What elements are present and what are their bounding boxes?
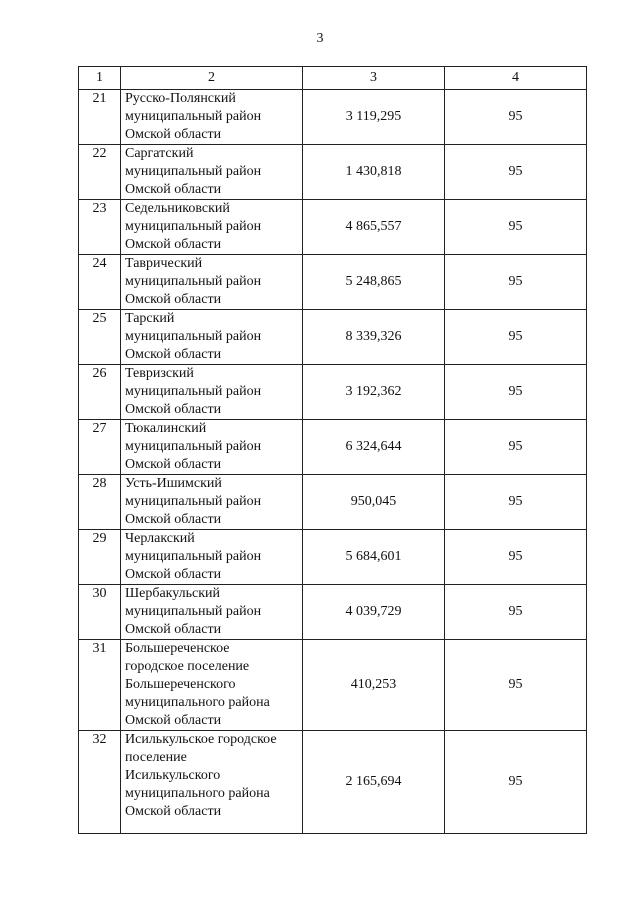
row-number: 22 bbox=[79, 145, 121, 200]
amount-value: 8 339,326 bbox=[303, 310, 445, 365]
row-number: 26 bbox=[79, 365, 121, 420]
percent-value: 95 bbox=[445, 731, 587, 834]
amount-value: 1 430,818 bbox=[303, 145, 445, 200]
table-row bbox=[79, 255, 587, 310]
municipality-name: Тюкалинский муниципальный район Омской области bbox=[121, 420, 303, 475]
column-header-4: 4 bbox=[445, 67, 587, 90]
row-number: 25 bbox=[79, 310, 121, 365]
column-header-1: 1 bbox=[79, 67, 121, 90]
column-header-2: 2 bbox=[121, 67, 303, 90]
municipality-name: Черлакский муниципальный район Омской области bbox=[121, 530, 303, 585]
amount-value: 950,045 bbox=[303, 475, 445, 530]
amount-value: 2 165,694 bbox=[303, 731, 445, 834]
table-row bbox=[79, 530, 587, 585]
municipality-name: Тарский муниципальный район Омской области bbox=[121, 310, 303, 365]
amount-value: 410,253 bbox=[303, 640, 445, 731]
table-row bbox=[79, 365, 587, 420]
amount-value: 5 684,601 bbox=[303, 530, 445, 585]
row-number: 24 bbox=[79, 255, 121, 310]
table-row bbox=[79, 640, 587, 731]
municipality-name: Русско-Полянский муниципальный район Омской области bbox=[121, 90, 303, 145]
percent-value: 95 bbox=[445, 200, 587, 255]
amount-value: 4 865,557 bbox=[303, 200, 445, 255]
municipality-name: Шербакульский муниципальный район Омской области bbox=[121, 585, 303, 640]
amount-value: 6 324,644 bbox=[303, 420, 445, 475]
table-header-row bbox=[79, 67, 587, 90]
table-row bbox=[79, 310, 587, 365]
percent-value: 95 bbox=[445, 640, 587, 731]
table-row bbox=[79, 200, 587, 255]
percent-value: 95 bbox=[445, 475, 587, 530]
amount-value: 4 039,729 bbox=[303, 585, 445, 640]
allocation-table bbox=[78, 66, 587, 834]
table-row bbox=[79, 475, 587, 530]
row-number: 30 bbox=[79, 585, 121, 640]
percent-value: 95 bbox=[445, 255, 587, 310]
row-number: 28 bbox=[79, 475, 121, 530]
municipality-name: Большереченское городское поселение Большереченского муниципального района Омской области bbox=[121, 640, 303, 731]
municipality-name: Усть-Ишимский муниципальный район Омской области bbox=[121, 475, 303, 530]
table-row bbox=[79, 420, 587, 475]
percent-value: 95 bbox=[445, 310, 587, 365]
row-number: 23 bbox=[79, 200, 121, 255]
row-number: 31 bbox=[79, 640, 121, 731]
municipality-name: Исилькульское городское поселение Исилькульского муниципального района Омской области bbox=[121, 731, 303, 834]
page-number: 3 bbox=[316, 31, 324, 46]
row-number: 32 bbox=[79, 731, 121, 834]
column-header-3: 3 bbox=[303, 67, 445, 90]
amount-value: 5 248,865 bbox=[303, 255, 445, 310]
municipality-name: Седельниковский муниципальный район Омской области bbox=[121, 200, 303, 255]
row-number: 21 bbox=[79, 90, 121, 145]
table-row bbox=[79, 145, 587, 200]
municipality-name: Тевризский муниципальный район Омской области bbox=[121, 365, 303, 420]
percent-value: 95 bbox=[445, 420, 587, 475]
row-number: 27 bbox=[79, 420, 121, 475]
percent-value: 95 bbox=[445, 90, 587, 145]
row-number: 29 bbox=[79, 530, 121, 585]
table-row bbox=[79, 585, 587, 640]
percent-value: 95 bbox=[445, 365, 587, 420]
municipality-name: Саргатский муниципальный район Омской области bbox=[121, 145, 303, 200]
table-row bbox=[79, 90, 587, 145]
amount-value: 3 119,295 bbox=[303, 90, 445, 145]
percent-value: 95 bbox=[445, 585, 587, 640]
percent-value: 95 bbox=[445, 530, 587, 585]
amount-value: 3 192,362 bbox=[303, 365, 445, 420]
percent-value: 95 bbox=[445, 145, 587, 200]
table-row bbox=[79, 731, 587, 834]
municipality-name: Таврический муниципальный район Омской области bbox=[121, 255, 303, 310]
